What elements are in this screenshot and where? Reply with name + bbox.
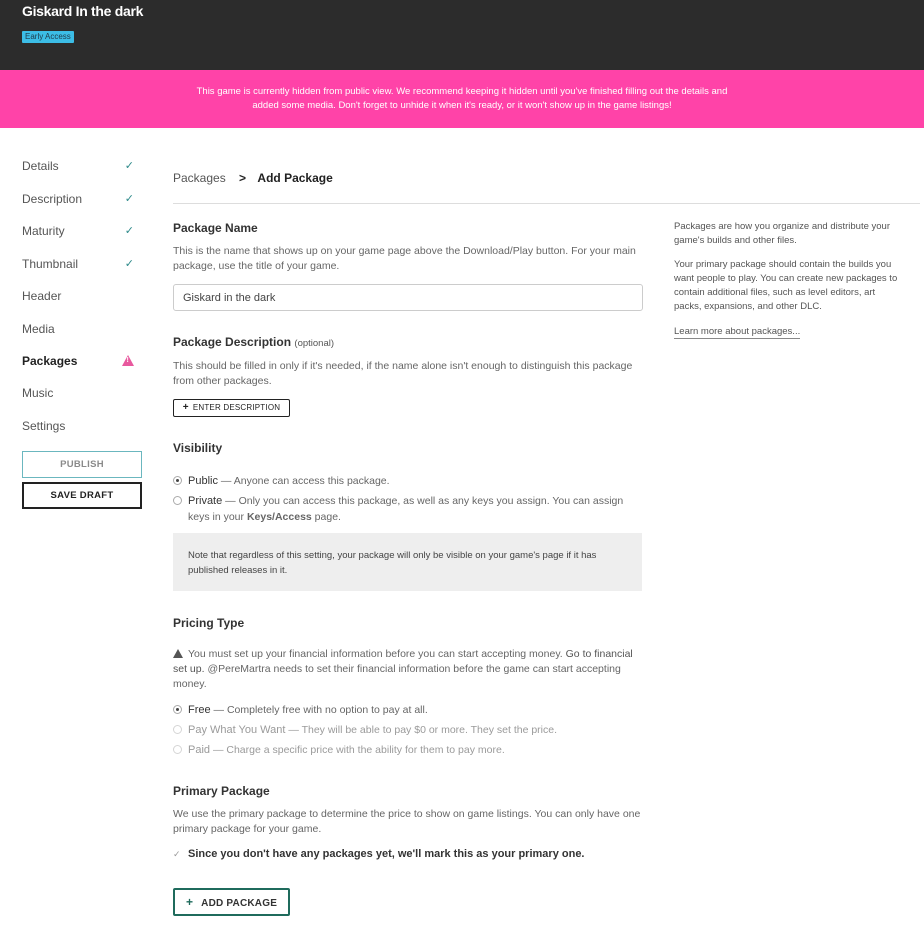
sidebar-item-media[interactable] bbox=[22, 319, 134, 339]
financial-setup-link[interactable]: Go to financial set up. bbox=[173, 648, 633, 675]
radio-description: — Only you can access this package, as well as any keys you assign. You can assign keys in your bbox=[188, 495, 624, 523]
sidebar-item-label: Packages bbox=[22, 354, 78, 368]
pricing-free-option[interactable] bbox=[173, 702, 643, 718]
radio-button[interactable] bbox=[173, 745, 182, 754]
sidebar-item-label: Details bbox=[22, 159, 59, 173]
radio-button[interactable] bbox=[173, 725, 182, 734]
sidebar-item-label: Media bbox=[22, 322, 55, 336]
sidebar-item-packages[interactable] bbox=[22, 351, 134, 371]
sidebar-item-label: Settings bbox=[22, 419, 66, 433]
early-access-badge: Early Access bbox=[22, 31, 74, 43]
sidebar-item-music[interactable] bbox=[22, 383, 134, 403]
learn-more-link[interactable]: Learn more about packages... bbox=[674, 326, 801, 337]
pricing-type-title: Pricing Type bbox=[173, 616, 245, 630]
radio-button[interactable] bbox=[173, 476, 182, 485]
package-name-help: This is the name that shows up on your game page above the Download/Play button. For your main package, use the title of your game. bbox=[173, 245, 636, 272]
checkbox-checked-icon[interactable]: ✓ bbox=[173, 849, 181, 859]
visibility-public-option[interactable] bbox=[173, 473, 643, 489]
financial-warning bbox=[173, 647, 643, 692]
primary-package-checkbox-label: Since you don't have any packages yet, we'll mark this as your primary one. bbox=[188, 848, 585, 860]
sidebar-item-header[interactable] bbox=[22, 286, 134, 306]
check-icon: ✓ bbox=[124, 258, 134, 270]
sidebar-item-details[interactable] bbox=[22, 156, 134, 176]
sidebar-item-maturity[interactable] bbox=[22, 221, 134, 241]
radio-label: Private bbox=[188, 495, 223, 507]
visibility-private-option[interactable] bbox=[173, 493, 643, 525]
breadcrumb-divider bbox=[173, 203, 920, 204]
enter-description-label: ENTER DESCRIPTION bbox=[192, 403, 281, 412]
breadcrumb bbox=[173, 171, 333, 185]
plus-icon: + bbox=[182, 402, 189, 413]
radio-label: Public bbox=[188, 475, 218, 487]
sidebar-item-settings[interactable] bbox=[22, 416, 134, 436]
radio-description-end: page. bbox=[311, 511, 341, 523]
add-package-label: ADD PACKAGE bbox=[201, 898, 278, 909]
package-description-title bbox=[173, 335, 334, 349]
financial-warning-text: You must set up your financial information before you can start accepting money. bbox=[188, 648, 566, 660]
enter-description-button[interactable] bbox=[173, 399, 290, 417]
sidebar-item-label: Thumbnail bbox=[22, 257, 79, 271]
aside-intro-text: Packages are how you organize and distribute your game's builds and other files. bbox=[674, 221, 890, 246]
primary-package-checkbox-row bbox=[173, 848, 585, 860]
warning-icon bbox=[122, 355, 134, 366]
package-name-title: Package Name bbox=[173, 221, 258, 235]
visibility-title: Visibility bbox=[173, 441, 223, 455]
check-icon: ✓ bbox=[124, 160, 134, 172]
radio-description: — They will be able to pay $0 or more. They set the price. bbox=[285, 724, 558, 736]
plus-icon: + bbox=[185, 895, 194, 909]
pricing-pwyw-option[interactable] bbox=[173, 722, 643, 738]
banner-text-line-2: added some media. Don't forget to unhide it when it's ready, or it won't show up in the game listings! bbox=[252, 100, 672, 111]
top-header bbox=[0, 0, 924, 70]
sidebar-item-label: Header bbox=[22, 289, 62, 303]
primary-package-title: Primary Package bbox=[173, 784, 270, 798]
save-draft-button[interactable]: SAVE DRAFT bbox=[22, 482, 142, 509]
banner-text-line-1: This game is currently hidden from public view. We recommend keeping it hidden until you've finished filling out the details and bbox=[196, 86, 728, 97]
game-title: Giskard In the dark bbox=[22, 3, 144, 19]
primary-package-help: We use the primary package to determine the price to show on game listings. You can only have one primary package for your game. bbox=[173, 808, 641, 835]
sidebar-item-label: Description bbox=[22, 192, 83, 206]
sidebar-item-label: Maturity bbox=[22, 224, 65, 238]
breadcrumb-packages-link[interactable]: Packages bbox=[173, 171, 226, 185]
radio-description: — Charge a specific price with the ability for them to pay more. bbox=[210, 744, 505, 756]
pricing-paid-option[interactable] bbox=[173, 742, 643, 758]
sidebar-item-thumbnail[interactable] bbox=[22, 254, 134, 274]
radio-label: Free bbox=[188, 704, 211, 716]
aside-primary-text: Your primary package should contain the builds you want people to play. You can create new packages to contain additional files, such as level editors, art packs, expansions, and other DLC. bbox=[674, 259, 898, 312]
financial-warning-text-end: @PereMartra needs to set their financial information before the game can start accepting money. bbox=[173, 663, 621, 690]
hidden-game-banner bbox=[0, 70, 924, 128]
radio-label: Paid bbox=[188, 744, 211, 756]
package-name-input[interactable] bbox=[173, 284, 643, 311]
radio-button[interactable] bbox=[173, 705, 182, 714]
radio-description: — Anyone can access this package. bbox=[217, 475, 390, 487]
keys-access-text: Keys/Access bbox=[246, 511, 312, 523]
check-icon: ✓ bbox=[124, 225, 134, 237]
package-description-label: Package Description bbox=[173, 335, 292, 349]
breadcrumb-current: Add Package bbox=[257, 171, 333, 185]
sidebar-item-description[interactable] bbox=[22, 189, 134, 209]
publish-button[interactable]: PUBLISH bbox=[22, 451, 142, 478]
radio-description: — Completely free with no option to pay at all. bbox=[210, 704, 428, 716]
optional-label: (optional) bbox=[294, 338, 335, 349]
visibility-note: Note that regardless of this setting, your package will only be visible on your game's page if it has published releases in it. bbox=[173, 533, 642, 591]
sidebar-item-label: Music bbox=[22, 386, 54, 400]
chevron-right-icon: > bbox=[239, 171, 247, 185]
check-icon: ✓ bbox=[124, 193, 134, 205]
package-description-help: This should be filled in only if it's needed, if the name alone isn't enough to distinguish this package from other packages. bbox=[173, 360, 633, 387]
radio-button[interactable] bbox=[173, 496, 182, 505]
warning-icon bbox=[173, 649, 183, 658]
add-package-button[interactable] bbox=[173, 888, 290, 916]
radio-label: Pay What You Want bbox=[188, 724, 286, 736]
